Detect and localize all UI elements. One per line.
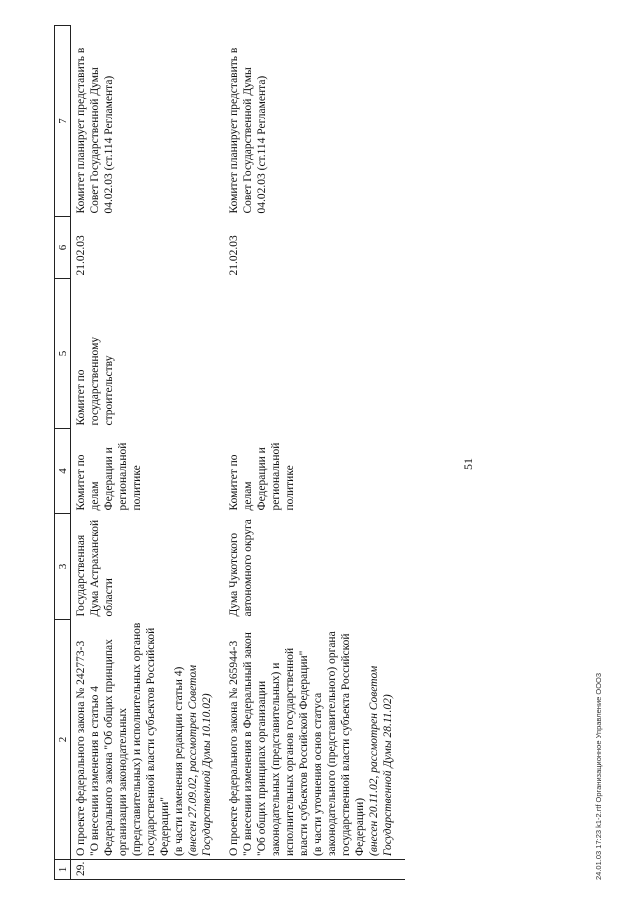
committee-coexecutor <box>224 279 405 429</box>
bill-title-line: (представительных) и исполнительных органов <box>131 622 143 856</box>
row-number: 29. <box>71 860 225 880</box>
committee-responsible: Комитет по делам Федерации и региональной политике <box>228 442 296 511</box>
bill-title-line: государственной власти субъекта Российской <box>340 633 352 856</box>
bill-title-line: (в части уточнения основ статуса <box>312 692 324 856</box>
initiator: Дума Чукотского автономного округа <box>228 519 254 617</box>
bill-note-line: Государственной Думы 28.11.02) <box>382 694 394 856</box>
bill-title-line: исполнительных органов государственной <box>284 647 296 856</box>
column-number: 7 <box>55 26 71 217</box>
bill-title <box>71 620 225 860</box>
bill-note-line: (внесен 20.11.02, рассмотрен Советом <box>368 665 380 856</box>
bill-title-line: государственной власти субъектов Российской <box>145 627 157 856</box>
bill-note-line: (внесен 27.09.02, рассмотрен Советом <box>187 664 199 856</box>
row-number <box>224 860 405 880</box>
bill-title-line: (в части изменения редакции статьи 4) <box>173 666 185 856</box>
plan: Комитет планирует представить в Совет Государственной Думы 04.02.03 (ст.114 Регламента) <box>228 47 268 214</box>
table-row <box>71 26 225 880</box>
plan: Комитет планирует представить в Совет Государственной Думы 04.02.03 (ст.114 Регламента) <box>75 47 115 214</box>
bill-title-line: "Об общих принципах организации <box>256 680 268 856</box>
bill-title-line: О проекте федерального закона № 242773-3 <box>75 640 87 856</box>
column-number-row <box>55 26 71 880</box>
column-number: 4 <box>55 429 71 514</box>
date: 21.02.03 <box>228 235 240 276</box>
bill-title-line: законодательного (представительного) органа <box>326 631 338 856</box>
bill-title-line: Федерации" <box>159 796 171 856</box>
date: 21.02.03 <box>75 235 87 276</box>
bill-note-line: Государственной Думы 10.10.02) <box>201 693 213 856</box>
agenda-table <box>54 25 405 880</box>
column-number: 1 <box>55 860 71 880</box>
document-footer: 24.01.03 17:23 k1-2.rtf Организационное Управление ООО3 <box>594 672 603 880</box>
bill-title <box>224 620 405 860</box>
column-number: 2 <box>55 620 71 860</box>
bill-title-line: власти субъектов Российской Федерации" <box>298 650 310 856</box>
bill-title-line: организации законодательных <box>117 708 129 856</box>
bill-title-line: законодательных (представительных) и <box>270 662 282 856</box>
column-number: 5 <box>55 279 71 429</box>
initiator: Государственная Дума Астраханской области <box>75 519 115 617</box>
column-number: 3 <box>55 514 71 620</box>
committee-coexecutor: Комитет по государственному строительству <box>75 336 115 426</box>
rotated-page <box>10 10 610 890</box>
bill-title-line: "О внесении изменения в статью 4 <box>89 685 101 856</box>
column-number: 6 <box>55 217 71 279</box>
bill-title-line: О проекте федерального закона № 265944-3 <box>228 640 240 856</box>
table-row <box>224 26 405 880</box>
page-number: 51 <box>461 458 475 470</box>
bill-title-line: Федерального закона "Об общих принципах <box>103 639 115 856</box>
committee-responsible: Комитет по делам Федерации и региональной политике <box>75 442 143 511</box>
bill-title-line: "О внесении изменения в Федеральный закон <box>242 632 254 856</box>
bill-title-line: Федерации) <box>354 797 366 856</box>
